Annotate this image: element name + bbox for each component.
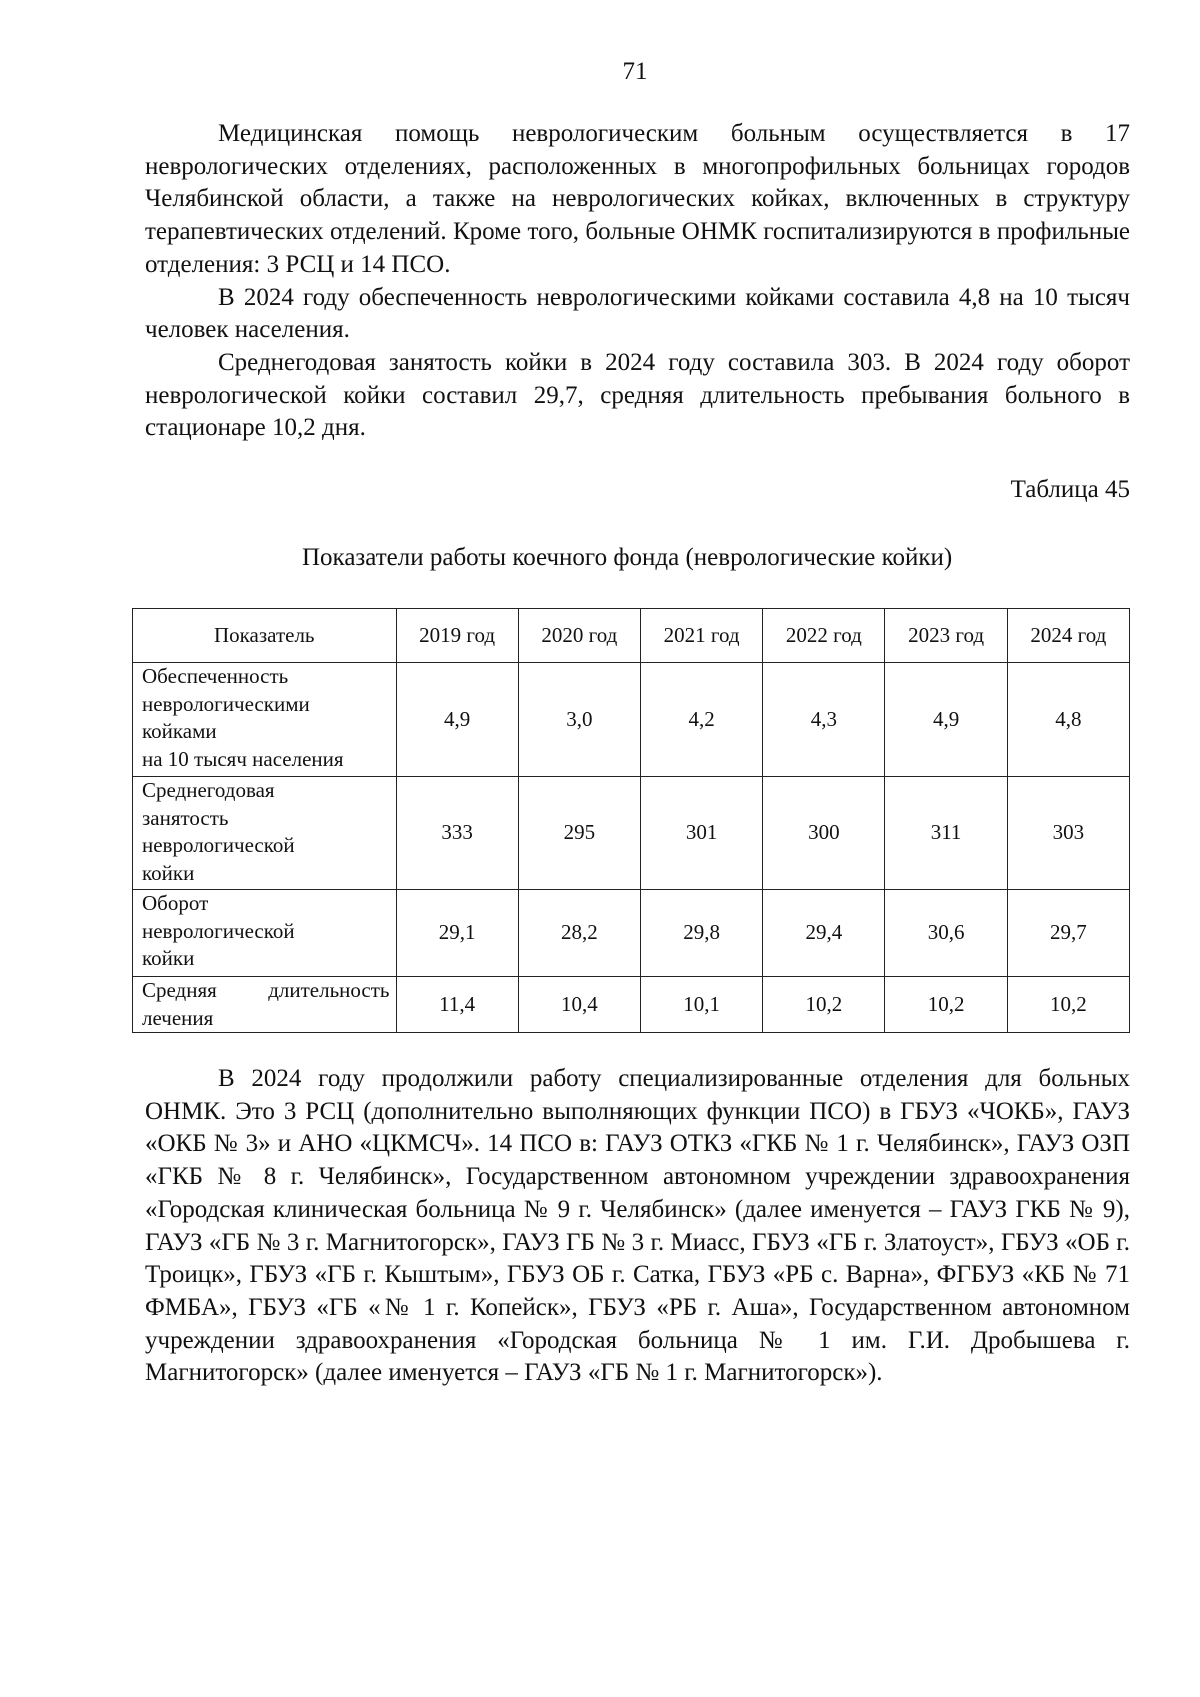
table-row bbox=[133, 890, 1130, 977]
table-cell: 10,2 bbox=[885, 977, 1007, 1033]
row-label-line: на 10 тысяч населения bbox=[142, 746, 344, 771]
table-cell: 4,9 bbox=[396, 663, 518, 777]
row-label-line: койками bbox=[142, 719, 217, 743]
table-cell: 29,4 bbox=[763, 890, 885, 977]
paragraph: В 2024 году продолжили работу специализированные отделения для больных ОНМК. Это 3 РСЦ (дополнительно выполняющих функции ПСО) в ГБУЗ «ЧОКБ», ГАУЗ «ОКБ № 3» и АНО «ЦКМСЧ». 14 ПСО в: ГАУЗ ОТКЗ «ГКБ № 1 г. Челябинск», ГАУЗ ОЗП «ГКБ № 8 г. Челябинск», Государственном автономном учреждении здравоохранения «Городская клиническая больница № 9 г. Челябинск» (далее именуется – ГАУЗ ГКБ № 9), ГАУЗ «ГБ № 3 г. Магнитогорск», ГАУЗ ГБ № 3 г. Миасс, ГБУЗ «ГБ г. Златоуст», ГБУЗ «ОБ г. Троицк», ГБУЗ «ГБ г. Кыштым», ГБУЗ ОБ г. Сатка, ГБУЗ «РБ с. Варна», ФГБУЗ «КБ № 71 ФМБА», ГБУЗ «ГБ «№ 1 г. Копейск», ГБУЗ «РБ г. Аша», Государственном автономном учреждении здравоохранения «Городская больница № 1 им. Г.И. Дробышева г. Магнитогорск» (далее именуется – ГАУЗ «ГБ № 1 г. Магнитогорск»). bbox=[145, 1065, 1130, 1387]
row-label-line: койки bbox=[142, 946, 195, 970]
table-label: Таблица 45 bbox=[1010, 476, 1130, 503]
table-row bbox=[133, 777, 1130, 890]
table-cell: 30,6 bbox=[885, 890, 1007, 977]
table-cell: 10,1 bbox=[640, 977, 762, 1033]
row-label bbox=[133, 777, 397, 890]
table-cell: 10,2 bbox=[1007, 977, 1129, 1033]
row-label-line: Среднегодовая bbox=[142, 778, 275, 802]
row-label bbox=[133, 977, 397, 1033]
table-cell: 29,7 bbox=[1007, 890, 1129, 977]
table-cell: 4,2 bbox=[640, 663, 762, 777]
table-header-row bbox=[133, 609, 1130, 663]
row-label-line: койки bbox=[142, 860, 195, 885]
row-label-line: Средняя длительность лечения bbox=[142, 978, 390, 1030]
page-number: 71 bbox=[622, 58, 648, 85]
intro-text bbox=[145, 118, 1130, 445]
table-cell: 29,1 bbox=[396, 890, 518, 977]
row-label-line: Оборот bbox=[142, 891, 209, 915]
table-cell: 301 bbox=[640, 777, 762, 890]
row-label bbox=[133, 890, 397, 977]
row-label-line: неврологическими bbox=[142, 691, 310, 716]
table-cell: 29,8 bbox=[640, 890, 762, 977]
table-cell: 300 bbox=[763, 777, 885, 890]
table-header-cell: 2022 год bbox=[763, 609, 885, 663]
paragraph: Среднегодовая занятость койки в 2024 году составила 303. В 2024 году оборот неврологической койки составил 29,7, средняя длительность пребывания больного в стационаре 10,2 дня. bbox=[145, 348, 1130, 442]
table-cell: 333 bbox=[396, 777, 518, 890]
table-cell: 28,2 bbox=[518, 890, 640, 977]
table-header-cell: Показатель bbox=[133, 609, 397, 663]
table-cell: 4,9 bbox=[885, 663, 1007, 777]
table-cell: 10,2 bbox=[763, 977, 885, 1033]
table-cell: 311 bbox=[885, 777, 1007, 890]
closing-text bbox=[145, 1063, 1130, 1390]
table-cell: 295 bbox=[518, 777, 640, 890]
table-cell: 11,4 bbox=[396, 977, 518, 1033]
table-row bbox=[133, 663, 1130, 777]
table-cell: 4,3 bbox=[763, 663, 885, 777]
table-header-cell: 2021 год bbox=[640, 609, 762, 663]
table-cell: 4,8 bbox=[1007, 663, 1129, 777]
bed-fund-table bbox=[132, 608, 1130, 1033]
row-label bbox=[133, 663, 397, 777]
table-cell: 3,0 bbox=[518, 663, 640, 777]
table-header-cell: 2024 год bbox=[1007, 609, 1129, 663]
paragraph: В 2024 году обеспеченность неврологическими койками составила 4,8 на 10 тысяч человек населения. bbox=[145, 283, 1130, 344]
table-header-cell: 2023 год bbox=[885, 609, 1007, 663]
table-cell: 303 bbox=[1007, 777, 1129, 890]
table-header-cell: 2020 год bbox=[518, 609, 640, 663]
paragraph: Медицинская помощь неврологическим больным осуществляется в 17 неврологических отделениях, расположенных в многопрофильных больницах городов Челябинской области, а также на неврологических койках, включенных в структуру терапевтических отделений. Кроме того, больные ОНМК госпитализируются в профильные отделения: 3 РСЦ и 14 ПСО. bbox=[145, 120, 1130, 278]
row-label-line: Обеспеченность bbox=[142, 664, 289, 688]
row-label-line: занятость bbox=[142, 805, 229, 830]
row-label-line: неврологической bbox=[142, 833, 295, 857]
table-cell: 10,4 bbox=[518, 977, 640, 1033]
table-caption: Показатели работы коечного фонда (неврологические койки) bbox=[302, 544, 953, 571]
table-row bbox=[133, 977, 1130, 1033]
table-header-cell: 2019 год bbox=[396, 609, 518, 663]
row-label-line: неврологической bbox=[142, 918, 295, 943]
